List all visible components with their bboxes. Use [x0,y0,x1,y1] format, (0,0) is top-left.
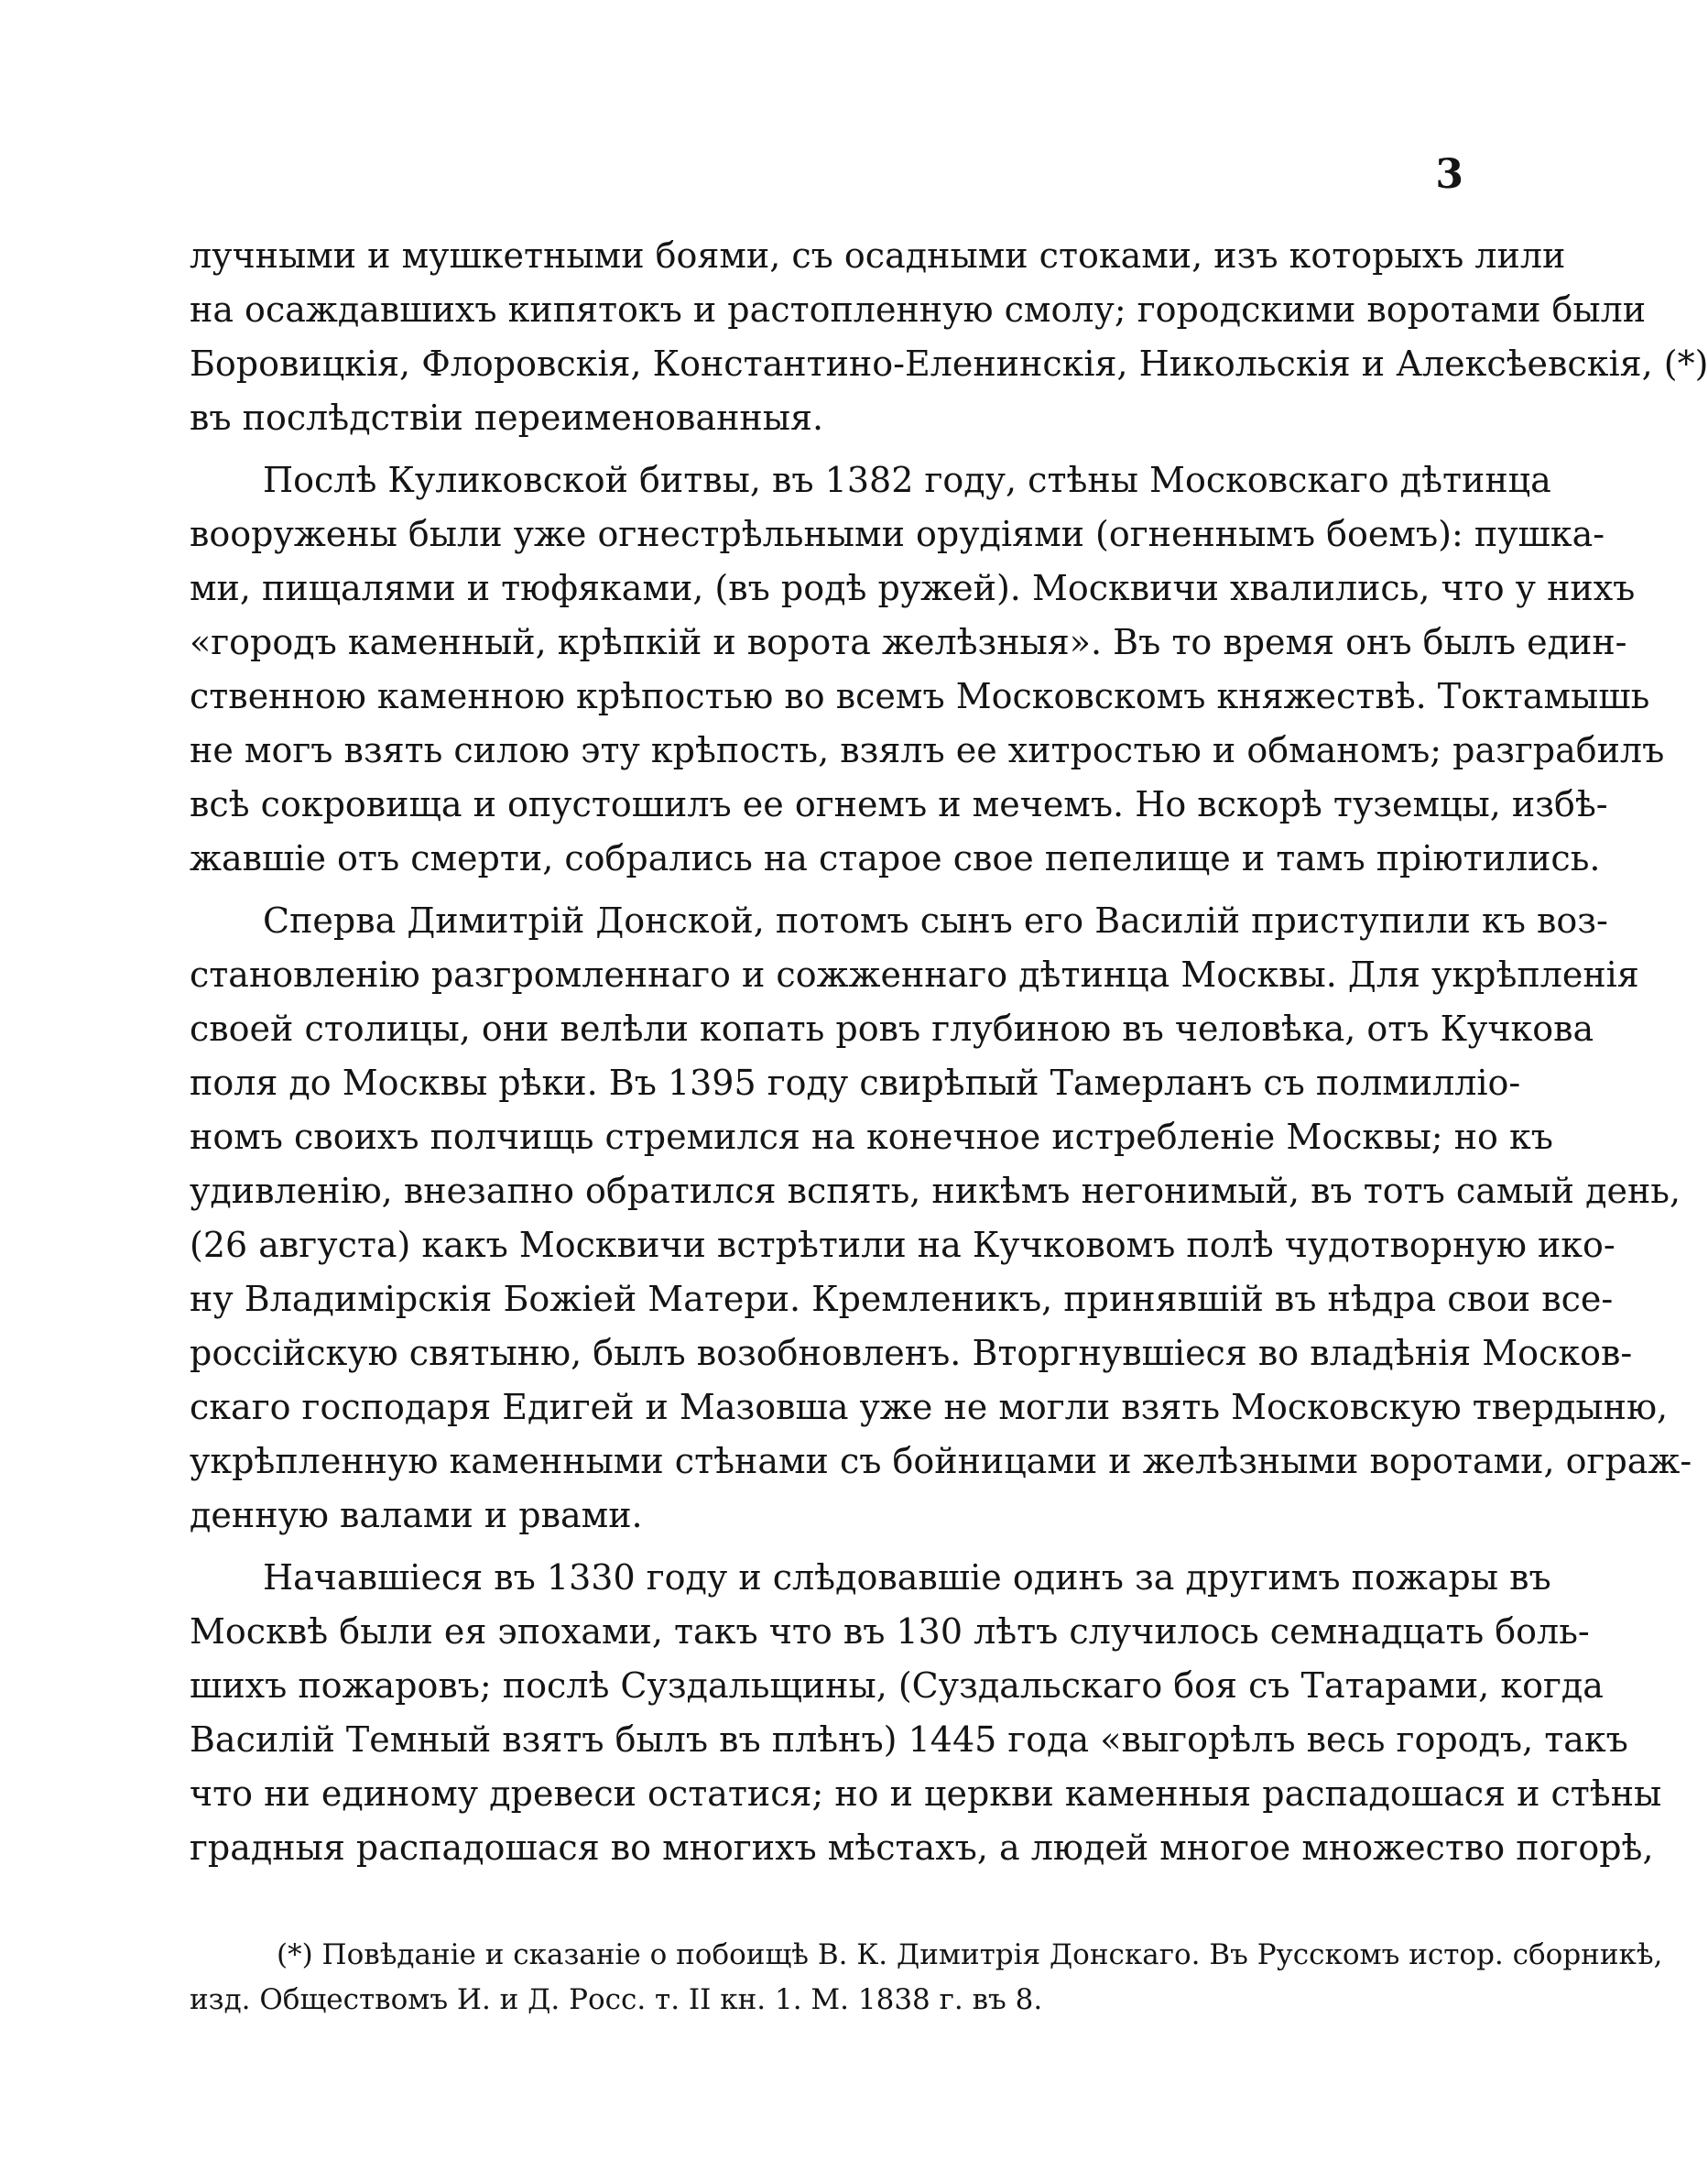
text-line: что ни единому древеси остатися; но и церкви каменныя распадошася и стѣны [190,1773,1662,1814]
page-number: 3 [1435,151,1463,198]
text-line: своей столицы, они велѣли копать ровъ глубиною въ человѣка, отъ Кучкова [190,1009,1594,1049]
text-line: россійскую святыню, былъ возобновленъ. Вторгнувшіеся во владѣнія Москов- [190,1333,1633,1373]
footnote-line: (*) Повѣданіе и сказаніе о побоищѣ В. К. Димитрія Донскаго. Въ Русскомъ истор. сборникѣ, [277,1938,1663,1971]
text-line: не могъ взять силою эту крѣпость, взялъ ее хитростью и обманомъ; разграбилъ [190,730,1665,770]
text-line: на осаждавшихъ кипятокъ и растопленную смолу; городскими воротами были [190,289,1647,330]
footnote [190,1933,1663,2023]
text-line: денную валами и рвами. [190,1495,643,1535]
text-line: жавшіе отъ смерти, собрались на старое свое пепелище и тамъ пріютились. [190,838,1601,878]
text-line: Москвѣ были ея эпохами, такъ что въ 130 лѣтъ случилось семнадцать боль- [190,1611,1590,1652]
text-line: номъ своихъ полчищь стремился на конечное истребленіе Москвы; но къ [190,1117,1553,1157]
text-line: Сперва Димитрій Донской, потомъ сынъ его Василій приступили къ воз- [263,900,1608,941]
text-line: ственною каменною крѣпостью во всемъ Московскомъ княжествѣ. Токтамышь [190,676,1650,716]
text-line: Послѣ Куликовской битвы, въ 1382 году, стѣны Московскаго дѣтинца [263,460,1551,500]
text-line: укрѣпленную каменными стѣнами съ бойницами и желѣзными воротами, ограж- [190,1441,1692,1481]
text-line: ну Владимірскія Божіей Матери. Кремленикъ, принявшій въ нѣдра свои все- [190,1279,1614,1319]
text-line: ми, пищалями и тюфяками, (въ родѣ ружей). Москвичи хвалились, что у нихъ [190,568,1636,608]
text-line: удивленію, внезапно обратился вспять, никѣмъ негонимый, въ тотъ самый день, [190,1171,1681,1211]
text-line: всѣ сокровища и опустошилъ ее огнемъ и мечемъ. Но вскорѣ туземцы, избѣ- [190,784,1608,824]
main-text [190,229,1708,1883]
text-line: Василій Темный взятъ былъ въ плѣнъ) 1445 года «выгорѣлъ весь городъ, такъ [190,1719,1628,1760]
text-line: градныя распадошася во многихъ мѣстахъ, а людей многое множество погорѣ, [190,1827,1654,1868]
text-line: въ послѣдствіи переименованныя. [190,398,824,438]
paragraph [190,894,1692,1543]
paragraph [190,453,1665,886]
paragraph [190,229,1708,445]
text-line: Боровицкія, Флоровскія, Константино-Еленинскія, Никольскія и Алексѣевскія, (*) [190,344,1708,384]
text-line: вооружены были уже огнестрѣльными орудіями (огненнымъ боемъ): пушка- [190,514,1605,554]
footnote-line: изд. Обществомъ И. и Д. Росс. т. II кн. 1. М. 1838 г. въ 8. [190,1983,1043,2016]
text-line: шихъ пожаровъ; послѣ Суздальщины, (Суздальскаго боя съ Татарами, когда [190,1665,1604,1706]
text-line: скаго господаря Едигей и Мазовша уже не могли взять Московскую твердыню, [190,1387,1669,1427]
paragraph [190,1551,1662,1875]
text-line: Начавшіеся въ 1330 году и слѣдовавшіе одинъ за другимъ пожары въ [263,1557,1551,1598]
text-line: становленію разгромленнаго и сожженнаго дѣтинца Москвы. Для укрѣпленія [190,955,1639,995]
text-line: поля до Москвы рѣки. Въ 1395 году свирѣпый Тамерланъ съ полмилліо- [190,1063,1521,1103]
text-line: лучными и мушкетными боями, съ осадными стоками, изъ которыхъ лили [190,235,1566,276]
text-line: (26 августа) какъ Москвичи встрѣтили на Кучковомъ полѣ чудотворную ико- [190,1225,1616,1265]
text-line: «городъ каменный, крѣпкій и ворота желѣзныя». Въ то время онъ былъ един- [190,622,1627,662]
